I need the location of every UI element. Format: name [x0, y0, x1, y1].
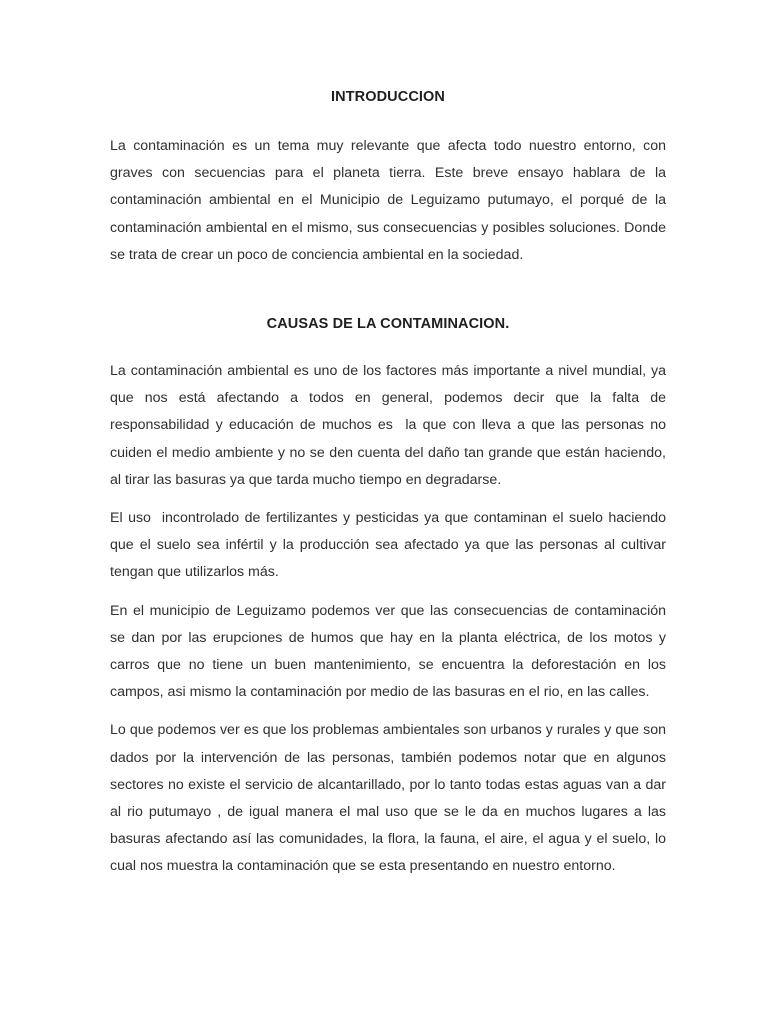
- section-introduccion-header: [110, 84, 666, 111]
- paragraph-causas-3: En el municipio de Leguizamo podemos ver que las consecuencias de contaminación se dan por las erupciones de humos que hay en la planta eléctrica, de los motos y carros que no tiene un buen mantenimiento, se encuentra la deforestación en los campos, asi mismo la contaminación por medio de las basuras en el rio, en las calles.: [110, 602, 670, 701]
- heading-introduccion: INTRODUCCION: [331, 89, 445, 105]
- document-body: [110, 84, 670, 881]
- section-causas-header: [110, 311, 666, 338]
- heading-causas-de-la-contaminacion: CAUSAS DE LA CONTAMINACION.: [266, 316, 510, 333]
- paragraph-causas-1: La contaminación ambiental es uno de los factores más importante a nivel mundial, ya que nos está afectando a todos en general, podemos decir que la falta de responsabilidad y educación de muchos es la que con lleva a que las personas no cuiden el medio ambiente y no se den cuenta del daño tan grande que están haciendo, al tirar las basuras ya que tarda mucho tiempo en degradarse.: [110, 363, 670, 488]
- paragraph-causas-2: El uso incontrolado de fertilizantes y pesticidas ya que contaminan el suelo haciendo que el suelo sea infértil y la producción sea afectado ya que las personas al cultivar tengan que utilizarlos más.: [110, 510, 670, 581]
- paragraph-introduccion-1: La contaminación es un tema muy relevante que afecta todo nuestro entorno, con graves con secuencias para el planeta tierra. Este breve ensayo hablara de la contaminación ambiental en el Municipio de Leguizamo putumayo, el porqué de la contaminación ambiental en el mismo, sus consecuencias y posibles soluciones. Donde se trata de crear un poco de conciencia ambiental en la sociedad.: [110, 138, 670, 263]
- paragraph-causas-4: Lo que podemos ver es que los problemas ambientales son urbanos y rurales y que son dados por la intervención de las personas, también podemos notar que en algunos sectores no existe el servicio de alcantarillado, por lo tanto todas estas aguas van a dar al rio putumayo , de igual manera el mal uso que se le da en muchos lugares a las basuras afectando así las comunidades, la flora, la fauna, el aire, el agua y el suelo, lo cual nos muestra la contaminación que se esta presentando en nuestro entorno.: [110, 722, 670, 875]
